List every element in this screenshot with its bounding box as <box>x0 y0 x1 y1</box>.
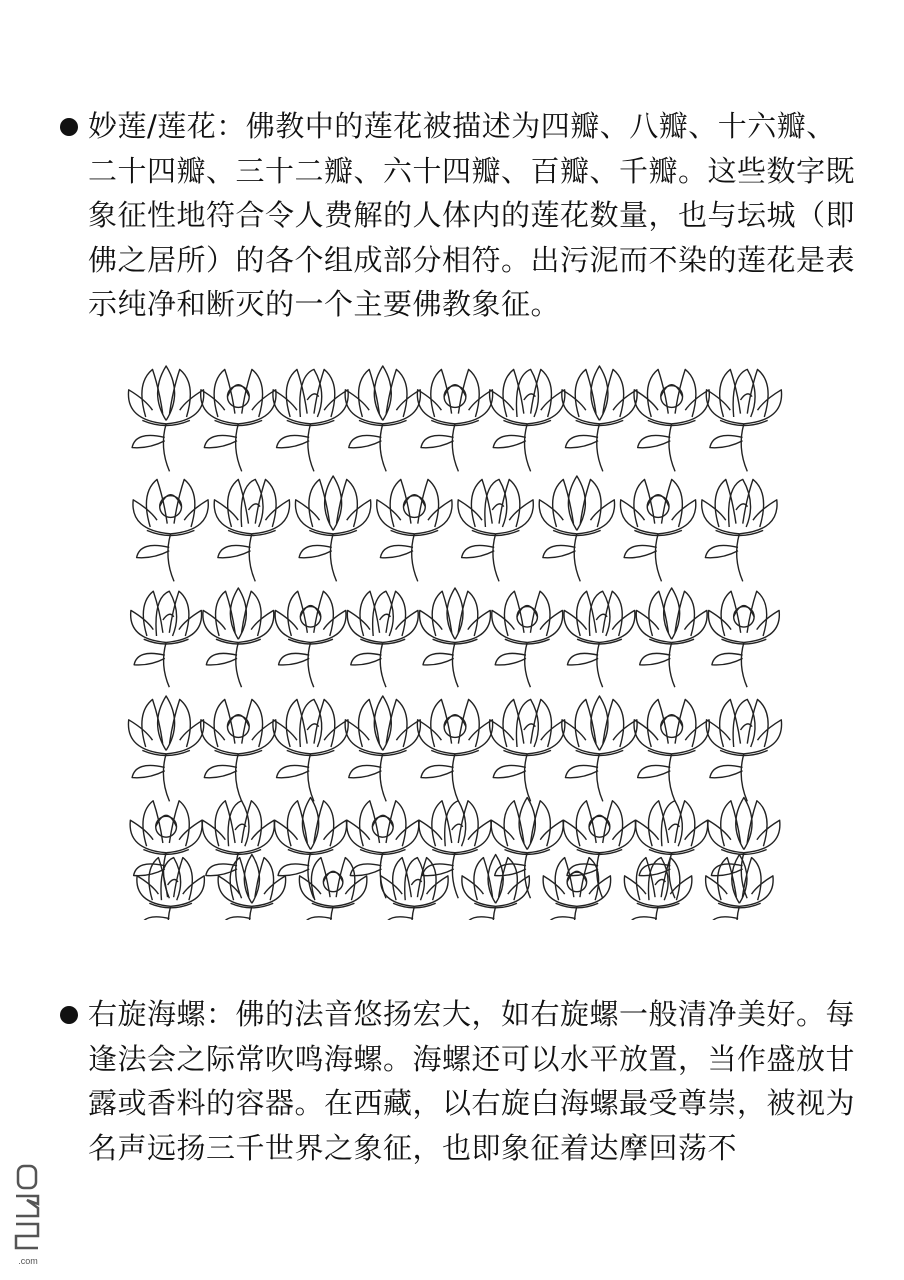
lotus-flower <box>203 588 274 687</box>
bullet-icon <box>60 1006 78 1024</box>
lotus-flower <box>273 699 348 801</box>
lotus-flower <box>491 798 563 899</box>
lotus-flower <box>490 369 565 471</box>
lotus-flower <box>419 801 491 899</box>
lotus-flower <box>706 699 781 801</box>
lotus-flower <box>128 366 203 471</box>
lotus-flower <box>634 369 709 471</box>
lotus-flower <box>702 479 777 581</box>
lotus-flower <box>137 858 205 920</box>
paragraph-text: 妙莲/莲花：佛教中的莲花被描述为四瓣、八瓣、十六瓣、二十四瓣、三十二瓣、六十四瓣、百瓣、千瓣。这些数字既象征性地符合令人费解的人体内的莲花数量，也与坛城（即佛之居所）的各个组成部分相符。出污泥而不染的莲花是表示纯净和断灭的一个主要佛教象征。 <box>88 109 856 321</box>
lotus-flower <box>377 479 452 581</box>
lotus-flower <box>492 591 563 687</box>
paragraph-conch <box>60 992 860 1170</box>
lotus-flower <box>201 369 276 471</box>
lotus-flower <box>624 858 692 920</box>
lotus-flower <box>562 366 637 471</box>
lotus-flower <box>128 696 203 801</box>
lotus-flower <box>708 798 780 899</box>
lotus-flower <box>345 696 420 801</box>
lotus-flower <box>636 801 708 899</box>
lotus-flower <box>133 479 208 581</box>
lotus-flower <box>130 801 202 899</box>
bullet-icon <box>60 118 78 136</box>
lotus-flower <box>345 366 420 471</box>
lotus-flower <box>708 591 779 687</box>
lotus-flower <box>539 476 614 581</box>
lotus-flower <box>458 479 533 581</box>
lotus-flower <box>214 479 289 581</box>
lotus-flower <box>562 696 637 801</box>
lotus-flower <box>543 858 611 920</box>
lotus-flower <box>420 588 491 687</box>
lotus-flower <box>564 591 635 687</box>
lotus-flower <box>273 369 348 471</box>
lotus-flower <box>131 591 202 687</box>
lotus-flower <box>347 801 419 899</box>
lotus-illustration <box>118 360 792 920</box>
lotus-flower <box>636 588 707 687</box>
lotus-flower <box>417 369 492 471</box>
dm5-logo <box>8 1160 48 1270</box>
lotus-flower <box>201 699 276 801</box>
lotus-flower <box>620 479 695 581</box>
lotus-flower <box>634 699 709 801</box>
svg-text:.com: .com <box>18 1256 38 1266</box>
paragraph-lotus <box>60 104 860 327</box>
paragraph-text: 右旋海螺：佛的法音悠扬宏大，如右旋螺一般清净美好。每逢法会之际常吹鸣海螺。海螺还可以水平放置，当作盛放甘露或香料的容器。在西藏，以右旋白海螺最受尊崇，被视为名声远扬三千世界之象征，也即象征着达摩回荡不 <box>88 997 856 1165</box>
lotus-flower <box>347 591 418 687</box>
lotus-flower <box>381 858 449 920</box>
lotus-flower <box>275 591 346 687</box>
lotus-flower <box>490 699 565 801</box>
lotus-flower <box>202 801 274 899</box>
lotus-flower <box>417 699 492 801</box>
lotus-flower <box>706 369 781 471</box>
lotus-flower <box>295 476 370 581</box>
